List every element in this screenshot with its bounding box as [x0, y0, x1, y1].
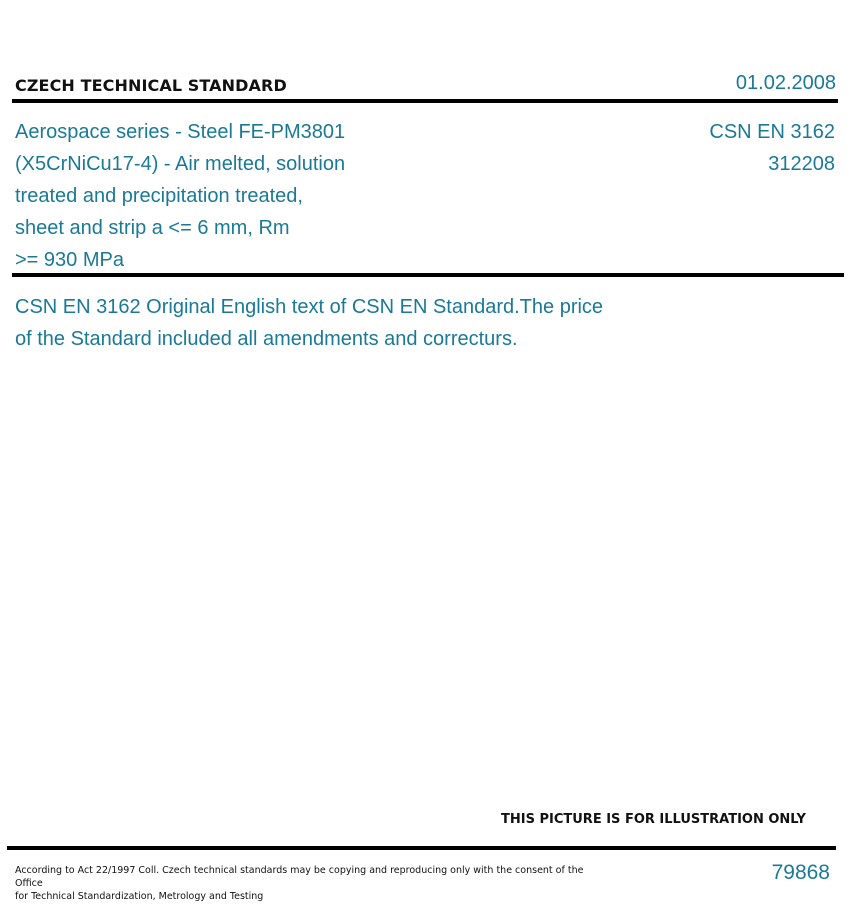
- publication-date: 01.02.2008: [735, 72, 836, 94]
- title-line: (X5CrNiCu17-4) - Air melted, solution: [15, 153, 346, 175]
- title-line: >= 930 MPa: [15, 249, 124, 271]
- legal-notice: [15, 864, 585, 903]
- standard-identifier: [709, 116, 835, 180]
- description-line: CSN EN 3162 Original English text of CSN EN Standard.The price: [15, 296, 604, 318]
- standard-description: [15, 291, 665, 355]
- legal-line: According to Act 22/1997 Coll. Czech technical standards may be copying and reproducing only with the consent of the Office: [15, 865, 584, 889]
- header-divider: [12, 99, 838, 103]
- product-code: 79868: [771, 861, 830, 884]
- title-divider: [12, 273, 844, 277]
- document-type-label: CZECH TECHNICAL STANDARD: [15, 76, 287, 95]
- legal-line: for Technical Standardization, Metrology and Testing: [15, 891, 264, 902]
- title-line: treated and precipitation treated,: [15, 185, 303, 207]
- title-line: sheet and strip a <= 6 mm, Rm: [15, 217, 290, 239]
- title-line: Aerospace series - Steel FE-PM3801: [15, 121, 346, 143]
- footer-divider: [7, 846, 836, 850]
- catalog-number: 312208: [768, 153, 835, 175]
- standard-designation: CSN EN 3162: [709, 121, 835, 143]
- illustration-note: THIS PICTURE IS FOR ILLUSTRATION ONLY: [501, 812, 806, 827]
- standard-title: [15, 116, 395, 276]
- description-line: of the Standard included all amendments and correcturs.: [15, 328, 518, 350]
